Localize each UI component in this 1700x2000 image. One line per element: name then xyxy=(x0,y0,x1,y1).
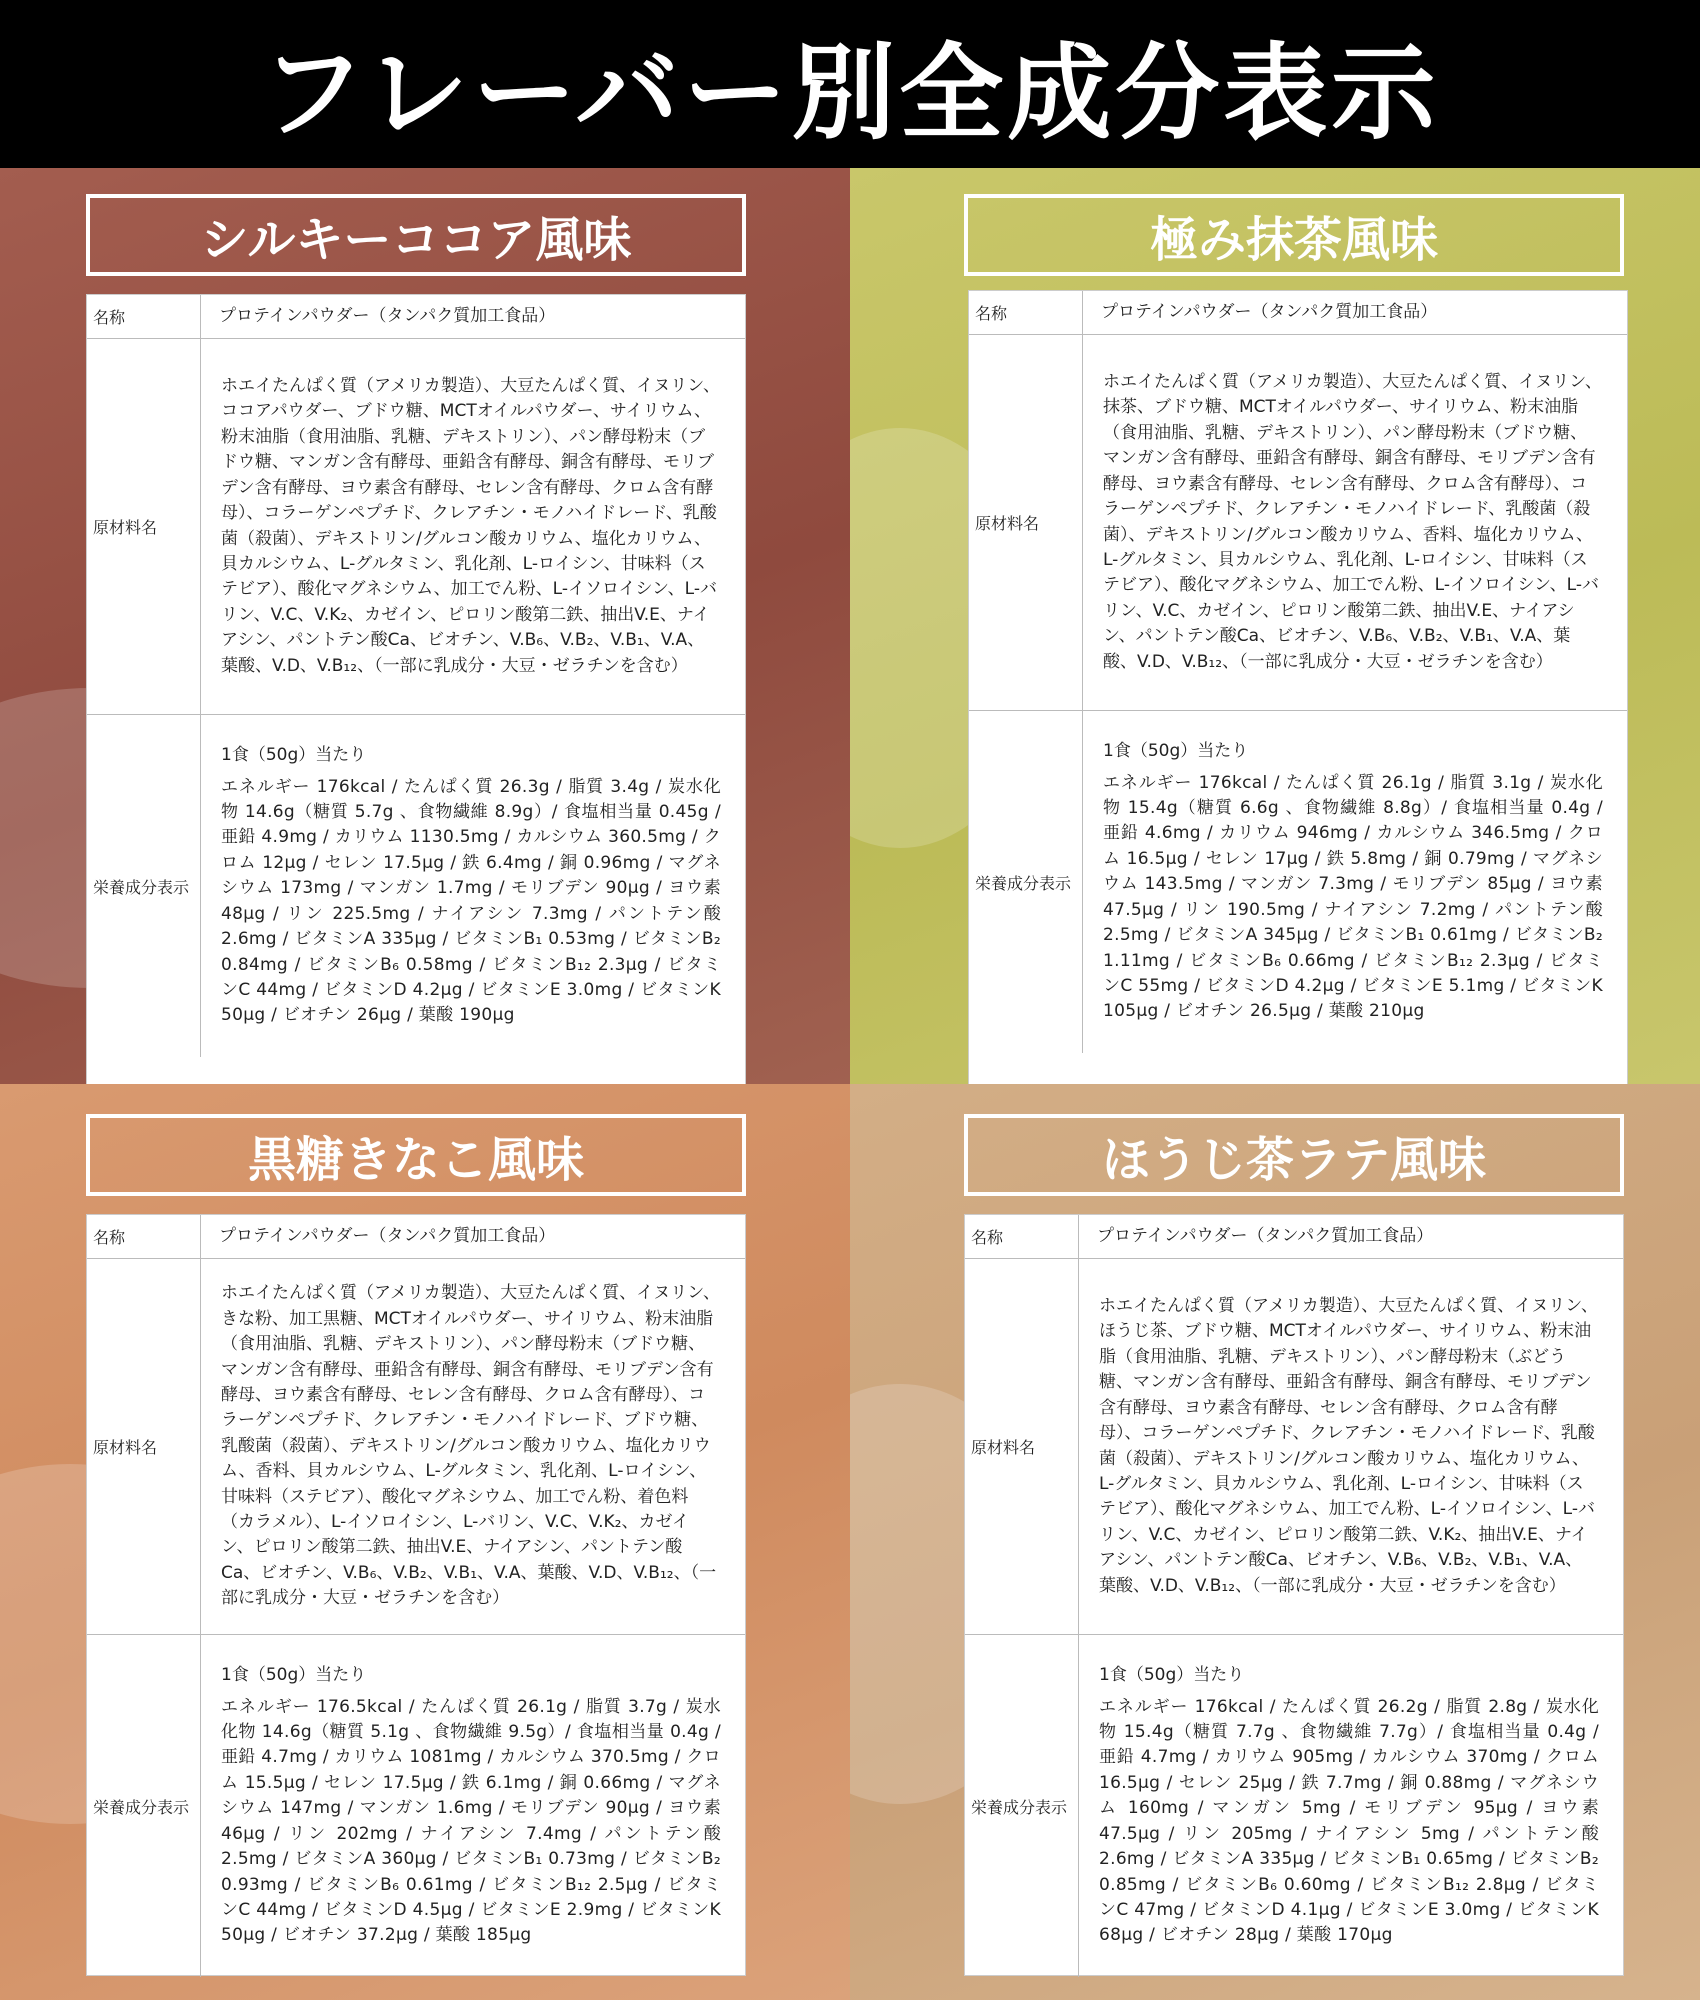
table-row-ingredients xyxy=(87,1259,745,1635)
table-row-name xyxy=(965,1215,1623,1259)
serving-size: 1食（50g）当たり xyxy=(1103,741,1249,762)
ingredients-text: ホエイたんぱく質（アメリカ製造）、大豆たんぱく質、イヌリン、抹茶、ブドウ糖、MCTオイルパウダー、サイリウム、粉末油脂（食用油脂、乳糖、デキストリン）、パン酵母粉末（ブドウ糖、マンガン含有酵母、亜鉛含有酵母、銅含有酵母、モリブデン含有酵母、ヨウ素含有酵母、セレン含有酵母、クロム含有酵母）、コラーゲンペプチド、クレアチン・モノハイドレード、乳酸菌（殺菌）、デキストリン/グルコン酸カリウム、香料、塩化カリウム、L-グルタミン、貝カルシウム、乳化剤、L-ロイシン、甘味料（ステビア）、酸化マグネシウム、加工でん粉、L-イソロイシン、L-バリン、V.C、カゼイン、ピロリン酸第二鉄、抽出V.E、ナイアシン、パントテン酸Ca、ビオチン、V.B₆、V.B₂、V.B₁、V.A、葉酸、V.D、V.B₁₂、（一部に乳成分・大豆・ゼラチンを含む） xyxy=(1103,372,1602,672)
label-ingredients: 原材料名 xyxy=(965,1259,1079,1634)
ingredients-text: ホエイたんぱく質（アメリカ製造）、大豆たんぱく質、イヌリン、きな粉、加工黒糖、MCTオイルパウダー、サイリウム、粉末油脂（食用油脂、乳糖、デキストリン）、パン酵母粉末（ブドウ糖、マンガン含有酵母、亜鉛含有酵母、銅含有酵母、モリブデン含有酵母、ヨウ素含有酵母、セレン含有酵母、クロム含有酵母）、コラーゲンペプチド、クレアチン・モノハイドレード、ブドウ糖、乳酸菌（殺菌）、デキストリン/グルコン酸カリウム、塩化カリウム、香料、貝カルシウム、L-グルタミン、乳化剤、L-ロイシン、甘味料（ステビア）、酸化マグネシウム、加工でん粉、着色料（カラメル）、L-イソロイシン、L-バリン、V.C、V.K₂、カゼイン、ピロリン酸第二鉄、抽出V.E、ナイアシン、パントテン酸Ca、ビオチン、V.B₆、V.B₂、V.B₁、V.A、葉酸、V.D、V.B₁₂、（一部に乳成分・大豆・ゼラチンを含む） xyxy=(221,1283,720,1609)
table-row-ingredients xyxy=(965,1259,1623,1635)
label-ingredients: 原材料名 xyxy=(87,1259,201,1634)
flavor-panel-kinako xyxy=(0,1084,850,2000)
label-nutrition: 栄養成分表示 xyxy=(969,711,1083,1053)
value-nutrition xyxy=(201,715,745,1057)
ingredient-table xyxy=(86,1214,746,1976)
label-nutrition: 栄養成分表示 xyxy=(87,715,201,1057)
serving-size: 1食（50g）当たり xyxy=(221,745,367,766)
label-name: 名称 xyxy=(87,295,201,338)
table-row-ingredients xyxy=(87,339,745,715)
flavor-title: 極み抹茶風味 xyxy=(1149,211,1438,268)
table-row-nutrition xyxy=(87,715,745,1057)
value-ingredients xyxy=(1079,1259,1623,1634)
ingredients-text: ホエイたんぱく質（アメリカ製造）、大豆たんぱく質、イヌリン、ココアパウダー、ブドウ糖、MCTオイルパウダー、サイリウム、粉末油脂（食用油脂、乳糖、デキストリン）、パン酵母粉末（ブドウ糖、マンガン含有酵母、亜鉛含有酵母、銅含有酵母、モリブデン含有酵母、ヨウ素含有酵母、セレン含有酵母、クロム含有酵母）、コラーゲンペプチド、クレアチン・モノハイドレード、乳酸菌（殺菌）、デキストリン/グルコン酸カリウム、塩化カリウム、貝カルシウム、L-グルタミン、乳化剤、L-ロイシン、甘味料（ステビア）、酸化マグネシウム、加工でん粉、L-イソロイシン、L-バリン、V.C、V.K₂、カゼイン、ピロリン酸第二鉄、抽出V.E、ナイアシン、パントテン酸Ca、ビオチン、V.B₆、V.B₂、V.B₁、V.A、葉酸、V.D、V.B₁₂、（一部に乳成分・大豆・ゼラチンを含む） xyxy=(221,376,720,676)
page-header xyxy=(0,0,1700,168)
table-row-nutrition xyxy=(965,1635,1623,1977)
value-name: プロテインパウダー（タンパク質加工食品） xyxy=(219,305,556,326)
value-nutrition xyxy=(1083,711,1627,1053)
value-name: プロテインパウダー（タンパク質加工食品） xyxy=(1097,1225,1434,1246)
table-row-name xyxy=(87,1215,745,1259)
nutrition-text: エネルギー 176.5kcal / たんぱく質 26.1g / 脂質 3.7g / 炭水化物 14.6g（糖質 5.1g 、食物繊維 9.5g）/ 食塩相当量 0.4g / 亜鉛 4.7mg / カリウム 1081mg / カルシウム 370.5mg / クロム 15.5μg / セレン 17.5μg / 鉄 6.1mg / 銅 0.66mg / マグネシウム 147mg / マンガン 1.6mg / モリブデン 90μg / ヨウ素 46μg / リン 202mg / ナイアシン 7.4mg / パントテン酸 2.5mg / ビタミンA 360μg / ビタミンB₁ 0.73mg / ビタミンB₂ 0.93mg / ビタミンB₆ 0.61mg / ビタミンB₁₂ 2.5μg / ビタミンC 44mg / ビタミンD 4.5μg / ビタミンE 2.9mg / ビタミンK 50μg / ビオチン 37.2μg / 葉酸 185μg xyxy=(221,1696,721,1946)
flavor-title-box xyxy=(86,1114,746,1196)
flavor-title-box xyxy=(964,194,1624,276)
value-ingredients xyxy=(1083,335,1627,710)
flavor-panel-matcha xyxy=(850,168,1700,1084)
table-row-name xyxy=(969,291,1627,335)
flavor-panel-cocoa xyxy=(0,168,850,1084)
table-row-name xyxy=(87,295,745,339)
page-title: フレーバー別全成分表示 xyxy=(260,32,1440,154)
flavor-title: ほうじ茶ラテ風味 xyxy=(1101,1131,1486,1188)
label-nutrition: 栄養成分表示 xyxy=(965,1635,1079,1977)
label-ingredients: 原材料名 xyxy=(969,335,1083,710)
value-ingredients xyxy=(201,1259,745,1634)
table-row-nutrition xyxy=(87,1635,745,1977)
flavor-title-box xyxy=(86,194,746,276)
flavor-panel-houjicha xyxy=(850,1084,1700,2000)
table-row-ingredients xyxy=(969,335,1627,711)
ingredients-text: ホエイたんぱく質（アメリカ製造）、大豆たんぱく質、イヌリン、ほうじ茶、ブドウ糖、MCTオイルパウダー、サイリウム、粉末油脂（食用油脂、乳糖、デキストリン）、パン酵母粉末（ぶどう糖、マンガン含有酵母、亜鉛含有酵母、銅含有酵母、モリブデン含有酵母、ヨウ素含有酵母、セレン含有酵母、クロム含有酵母）、コラーゲンペプチド、クレアチン・モノハイドレード、乳酸菌（殺菌）、デキストリン/グルコン酸カリウム、塩化カリウム、L-グルタミン、貝カルシウム、乳化剤、L-ロイシン、甘味料（ステビア）、酸化マグネシウム、加工でん粉、L-イソロイシン、L-バリン、V.C、カゼイン、ピロリン酸第二鉄、V.K₂、抽出V.E、ナイアシン、パントテン酸Ca、ビオチン、V.B₆、V.B₂、V.B₁、V.A、葉酸、V.D、V.B₁₂、（一部に乳成分・大豆・ゼラチンを含む） xyxy=(1099,1296,1598,1596)
value-nutrition xyxy=(1079,1635,1623,1977)
label-name: 名称 xyxy=(965,1215,1079,1258)
value-nutrition xyxy=(201,1635,745,1977)
value-ingredients xyxy=(201,339,745,714)
ingredient-table xyxy=(968,290,1628,1084)
label-name: 名称 xyxy=(969,291,1083,334)
ingredient-table xyxy=(86,294,746,1084)
flavor-title-box xyxy=(964,1114,1624,1196)
nutrition-text: エネルギー 176kcal / たんぱく質 26.3g / 脂質 3.4g / 炭水化物 14.6g（糖質 5.7g 、食物繊維 8.9g）/ 食塩相当量 0.45g / 亜鉛 4.9mg / カリウム 1130.5mg / カルシウム 360.5mg / クロム 12μg / セレン 17.5μg / 鉄 6.4mg / 銅 0.96mg / マグネシウム 173mg / マンガン 1.7mg / モリブデン 90μg / ヨウ素 48μg / リン 225.5mg / ナイアシン 7.3mg / パントテン酸 2.6mg / ビタミンA 335μg / ビタミンB₁ 0.53mg / ビタミンB₂ 0.84mg / ビタミンB₆ 0.58mg / ビタミンB₁₂ 2.3μg / ビタミンC 44mg / ビタミンD 4.2μg / ビタミンE 3.0mg / ビタミンK 50μg / ビオチン 26μg / 葉酸 190μg xyxy=(221,776,721,1026)
table-row-nutrition xyxy=(969,711,1627,1053)
label-name: 名称 xyxy=(87,1215,201,1258)
value-name: プロテインパウダー（タンパク質加工食品） xyxy=(219,1225,556,1246)
ingredient-table xyxy=(964,1214,1624,1976)
serving-size: 1食（50g）当たり xyxy=(221,1665,367,1686)
flavor-title: 黒糖きなこ風味 xyxy=(247,1131,584,1188)
label-ingredients: 原材料名 xyxy=(87,339,201,714)
label-nutrition: 栄養成分表示 xyxy=(87,1635,201,1977)
nutrition-text: エネルギー 176kcal / たんぱく質 26.1g / 脂質 3.1g / 炭水化物 15.4g（糖質 6.6g 、食物繊維 8.8g）/ 食塩相当量 0.4g / 亜鉛 4.6mg / カリウム 946mg / カルシウム 346.5mg / クロム 16.5μg / セレン 17μg / 鉄 5.8mg / 銅 0.79mg / マグネシウム 143.5mg / マンガン 7.3mg / モリブデン 85μg / ヨウ素 47.5μg / リン 190.5mg / ナイアシン 7.2mg / パントテン酸 2.5mg / ビタミンA 345μg / ビタミンB₁ 0.61mg / ビタミンB₂ 1.11mg / ビタミンB₆ 0.66mg / ビタミンB₁₂ 2.3μg / ビタミンC 55mg / ビタミンD 4.2μg / ビタミンE 5.1mg / ビタミンK 105μg / ビオチン 26.5μg / 葉酸 210μg xyxy=(1103,772,1603,1022)
nutrition-text: エネルギー 176kcal / たんぱく質 26.2g / 脂質 2.8g / 炭水化物 15.4g（糖質 7.7g 、食物繊維 7.7g）/ 食塩相当量 0.4g / 亜鉛 4.7mg / カリウム 905mg / カルシウム 370mg / クロム 16.5μg / セレン 25μg / 鉄 7.7mg / 銅 0.88mg / マグネシウム 160mg / マンガン 5mg / モリブデン 95μg / ヨウ素 47.5μg / リン 205mg / ナイアシン 5mg / パントテン酸 2.6mg / ビタミンA 335μg / ビタミンB₁ 0.65mg / ビタミンB₂ 0.85mg / ビタミンB₆ 0.60mg / ビタミンB₁₂ 2.8μg / ビタミンC 47mg / ビタミンD 4.1μg / ビタミンE 3.0mg / ビタミンK 68μg / ビオチン 28μg / 葉酸 170μg xyxy=(1099,1696,1599,1946)
serving-size: 1食（50g）当たり xyxy=(1099,1665,1245,1686)
flavor-title: シルキーココア風味 xyxy=(200,211,632,268)
value-name: プロテインパウダー（タンパク質加工食品） xyxy=(1101,301,1438,322)
